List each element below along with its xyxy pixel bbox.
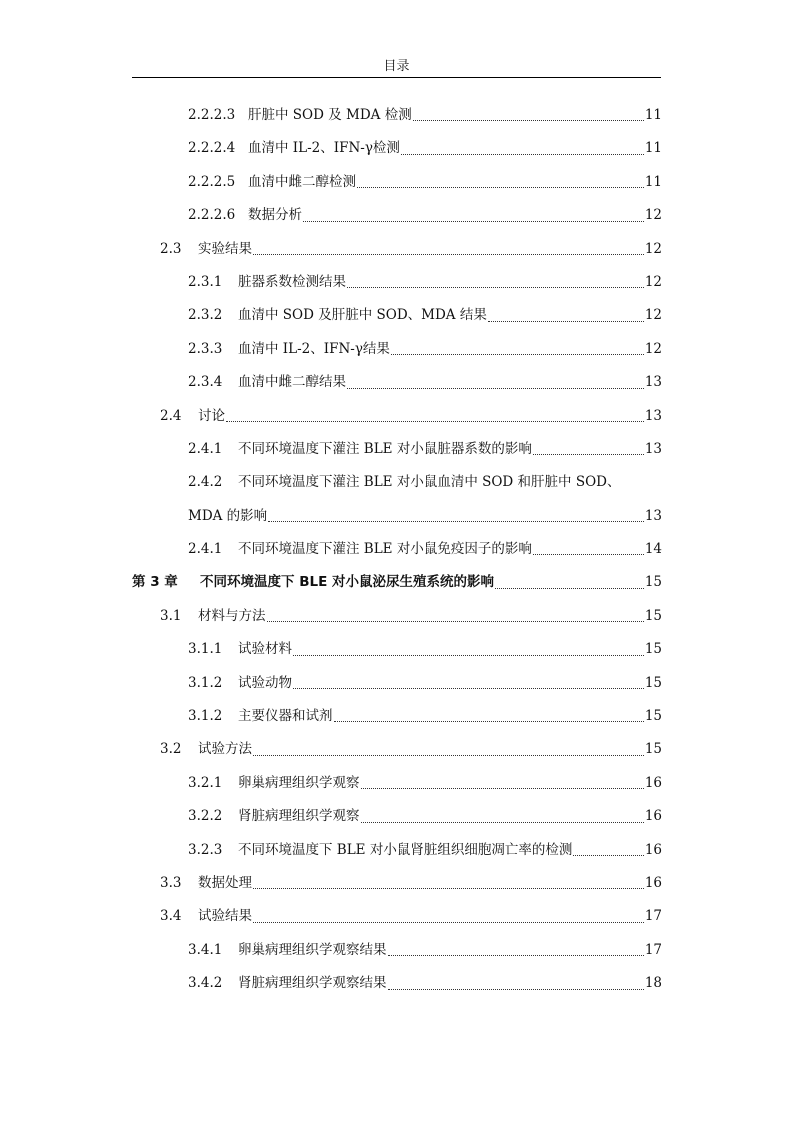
toc-entry-page: 11 [644,107,662,123]
toc-entry-number: 3.2 [160,741,182,758]
toc-entry-number: 3.2.2 [188,808,223,825]
toc-entry-page: 13 [644,507,662,524]
toc-entry-title: 数据处理 [198,874,252,891]
toc-entry-page: 15 [644,641,662,658]
toc-dot-leader [253,233,644,266]
toc-entry-title: 数据分析 [248,207,302,224]
toc-dot-leader [388,934,644,967]
toc-entry-page: 13 [644,440,662,457]
toc-entry-number: 2.3 [160,240,182,257]
toc-entry-title: 脏器系数检测结果 [238,273,346,290]
toc-entry[interactable] [132,166,662,199]
toc-entry-title: 肾脏病理组织学观察结果 [238,975,387,992]
toc-entry-number: 第 3 章 [132,574,178,591]
toc-entry-page: 15 [644,708,662,725]
toc-entry-number: 3.1.2 [188,674,223,691]
toc-entry-title: 血清中 SOD 及肝脏中 SOD、MDA 结果 [238,307,487,324]
toc-entry[interactable] [132,266,662,299]
toc-entry-title: 不同环境温度下灌注 BLE 对小鼠脏器系数的影响 [238,440,532,457]
toc-entry[interactable] [132,800,662,833]
toc-entry-page: 16 [644,774,662,791]
toc-entry[interactable] [132,867,662,900]
toc-entry-title: 不同环境温度下灌注 BLE 对小鼠免疫因子的影响 [238,541,532,558]
toc-dot-leader [533,433,644,466]
toc-entry-title: 主要仪器和试剂 [238,708,333,725]
toc-dot-leader [488,299,644,332]
toc-dot-leader [253,900,644,933]
toc-entry-number: 3.4.1 [188,941,223,958]
toc-entry-title: 血清中 IL-2、IFN-γ结果 [238,340,390,357]
toc-entry[interactable] [132,700,662,733]
toc-entry-title: 试验结果 [198,908,252,925]
toc-entry-title: 血清中 IL-2、IFN-γ检测 [248,140,400,157]
toc-dot-leader [268,500,644,533]
toc-entry[interactable] [132,533,662,566]
toc-entry-page: 18 [644,975,662,992]
toc-entry[interactable] [132,99,662,132]
toc-entry-page: 16 [644,874,662,891]
toc-entry[interactable] [132,767,662,800]
toc-entry[interactable] [132,934,662,967]
toc-dot-leader [267,600,644,633]
toc-entry[interactable] [132,366,662,399]
toc-entry-number: 3.1.1 [188,641,223,658]
toc-entry-page: 11 [644,140,662,157]
toc-dot-leader [573,834,643,867]
toc-entry-number: 3.4 [160,908,182,925]
toc-dot-leader [293,667,644,700]
toc-dot-leader [226,400,644,433]
toc-entry-title: 试验方法 [198,741,252,758]
running-header: 目录 [383,59,410,74]
toc-entry[interactable] [132,566,662,599]
header-rule [132,77,661,78]
toc-entry[interactable] [132,433,662,466]
toc-entry-title: 血清中雌二醇检测 [248,173,356,190]
toc-entry-page: 11 [644,173,662,190]
toc-entry[interactable] [132,333,662,366]
toc-dot-leader [253,867,644,900]
toc-dot-leader [388,967,644,1000]
toc-entry-title: 讨论 [198,407,225,424]
toc-entry[interactable] [132,299,662,332]
toc-entry[interactable] [132,199,662,232]
toc-entry-page: 13 [644,374,662,391]
toc-entry-number: 3.2.3 [188,841,223,858]
toc-entry-title: 不同环境温度下灌注 BLE 对小鼠血清中 SOD 和肝脏中 SOD、 [238,474,621,491]
toc-dot-leader [361,800,644,833]
toc-dot-leader [413,99,644,132]
toc-entry-number: 3.3 [160,874,182,891]
toc-entry-title: 试验材料 [238,641,292,658]
toc-entry[interactable] [132,400,662,433]
toc-entry-title: 血清中雌二醇结果 [238,374,346,391]
toc-entry-title: 实验结果 [198,240,252,257]
toc-entry[interactable] [132,733,662,766]
toc-entry[interactable] [132,600,662,633]
toc-entry-number: 3.4.2 [188,975,223,992]
toc-entry[interactable] [132,233,662,266]
toc-entry-page: 15 [644,741,662,758]
toc-entry-page: 17 [644,908,662,925]
toc-entry-title: 不同环境温度下 BLE 对小鼠肾脏组织细胞凋亡率的检测 [238,841,573,858]
toc-dot-leader [391,333,644,366]
toc-entry-title: 卵巢病理组织学观察结果 [238,941,387,958]
toc-entry-number: 3.1 [160,607,182,624]
toc-dot-leader [357,166,644,199]
toc-entry-number: 2.4.1 [188,440,223,457]
toc-entry-number: 2.2.2.5 [188,173,236,190]
toc-entry-page: 16 [644,841,662,858]
toc-entry-page: 15 [644,574,662,591]
table-of-contents [132,99,662,1001]
toc-entry-number: 2.2.2.3 [188,107,236,123]
toc-entry-number: 2.4.1 [188,541,223,558]
toc-entry-page: 12 [644,240,662,257]
toc-entry-title: 材料与方法 [198,607,266,624]
toc-entry[interactable] [132,667,662,700]
toc-entry-number: 2.3.1 [188,273,223,290]
toc-entry[interactable] [132,132,662,165]
toc-entry[interactable] [132,900,662,933]
toc-entry[interactable] [132,633,662,666]
toc-dot-leader [253,733,644,766]
toc-entry-number: 2.4 [160,407,182,424]
toc-entry-title: MDA 的影响 [188,507,268,524]
toc-dot-leader [347,366,644,399]
toc-entry-page: 12 [644,307,662,324]
toc-entry-page: 12 [644,207,662,224]
toc-entry[interactable] [132,834,662,867]
toc-dot-leader [361,767,644,800]
toc-entry[interactable] [132,500,662,533]
toc-entry-page: 12 [644,273,662,290]
toc-entry-title: 不同环境温度下 BLE 对小鼠泌尿生殖系统的影响 [200,574,495,591]
toc-dot-leader [334,700,644,733]
toc-entry-page: 15 [644,674,662,691]
toc-entry[interactable] [132,967,662,1000]
toc-dot-leader [347,266,644,299]
toc-dot-leader [293,633,644,666]
toc-dot-leader [401,132,644,165]
toc-dot-leader [495,566,644,599]
toc-dot-leader [533,533,644,566]
toc-entry-number: 3.1.2 [188,708,223,725]
toc-entry-page: 17 [644,941,662,958]
toc-entry-page: 13 [644,407,662,424]
toc-entry[interactable] [132,466,662,499]
toc-entry-number: 2.3.4 [188,374,223,391]
toc-entry-title: 肝脏中 SOD 及 MDA 检测 [248,107,412,123]
toc-entry-page: 12 [644,340,662,357]
toc-entry-page: 15 [644,607,662,624]
toc-entry-title: 肾脏病理组织学观察 [238,808,360,825]
toc-entry-page: 14 [644,541,662,558]
toc-entry-page: 16 [644,808,662,825]
toc-entry-title: 试验动物 [238,674,292,691]
toc-entry-number: 2.3.2 [188,307,223,324]
toc-entry-number: 2.2.2.6 [188,207,236,224]
toc-dot-leader [303,199,644,232]
toc-entry-number: 2.3.3 [188,340,223,357]
toc-entry-title: 卵巢病理组织学观察 [238,774,360,791]
toc-entry-number: 2.4.2 [188,474,223,491]
toc-entry-number: 3.2.1 [188,774,223,791]
toc-entry-number: 2.2.2.4 [188,140,236,157]
